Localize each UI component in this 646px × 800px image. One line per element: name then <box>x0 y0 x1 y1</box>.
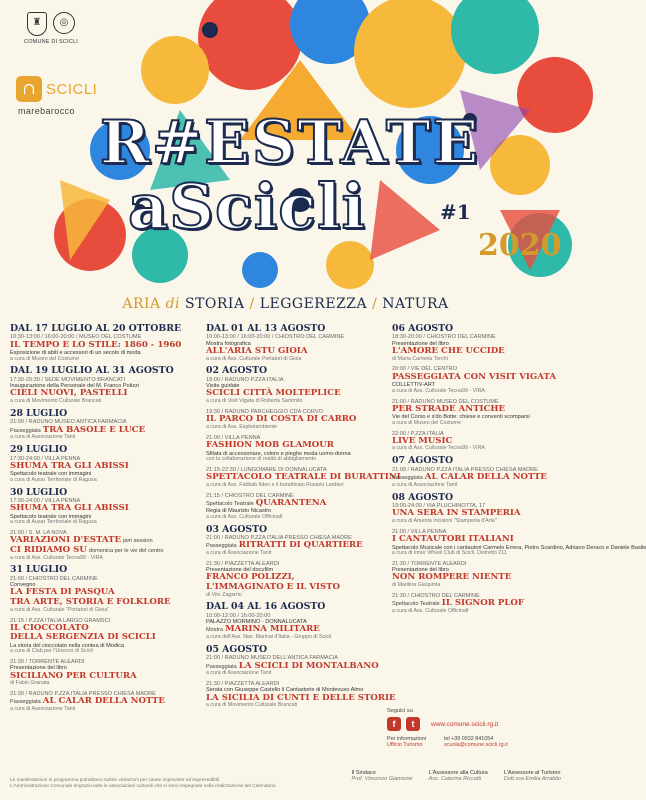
event-type: Mostra <box>206 627 224 634</box>
event-organizer: a cura di Ass. Culturale Tecna99 - VIRA <box>10 554 103 561</box>
event-subtitle: La storia del cioccolato nella contea di Modica <box>10 643 125 650</box>
event-title <box>206 441 386 451</box>
event-date: 31 LUGLIO <box>10 564 68 576</box>
event-title-text: FASHION MOB GLAMOUR <box>206 439 334 450</box>
event-subtitle: Visite guidate <box>206 383 240 390</box>
event-date: DAL 01 AL 13 AGOSTO <box>206 323 326 334</box>
event-block <box>10 445 200 483</box>
event-subtitle: Inaugurazione della Personale del M. Franco Polizzi <box>10 383 140 390</box>
event-title-text: NON ROMPERE NIENTE <box>392 572 512 583</box>
event-date: 06 AGOSTO <box>392 323 454 334</box>
event-subtitle: Serata con Giuseppe Castello il Cantastorie di Montevuso Almo <box>206 687 364 694</box>
signature-mayor-name: Prof. Vincenzo Giannone <box>351 776 413 782</box>
event-time-venue: 21:15 / P.ZZA ITALIA LARGO GRAMSCI <box>10 617 111 624</box>
event-title <box>10 341 200 351</box>
event-organizer: a cura di Associazione Tanit <box>10 706 76 713</box>
event-time-venue: 10:00-13:00 / 16:00-20:00 / CHIOSTRO DEL CARMINE <box>206 334 345 341</box>
event-block <box>10 659 200 687</box>
event-time-venue: 21:00 / VILLA PENNA <box>206 434 261 441</box>
event-block <box>10 488 200 526</box>
event-organizer: a cura dell'Ass. Naz. Marinai d'Italia - Gruppo di Scicli <box>206 634 332 640</box>
event-title-text: FRANCO POLIZZI, <box>206 572 295 583</box>
event-time-venue: 17:30-20:30 / SEDE MOVIMENTO BRANCATI <box>10 376 126 383</box>
event-block <box>206 493 386 521</box>
event-organizer: a cura di Ausar Territoriale di Ragusa <box>10 519 97 526</box>
event-organizer: a cura di Ausar Territoriale di Ragusa <box>10 476 97 483</box>
event-date: 07 AGOSTO <box>392 455 454 467</box>
event-organizer: a cura di Ass. Culturale "Portatori di Gioia" <box>10 606 110 613</box>
event-type: Spettacolo Teatrale <box>206 500 254 507</box>
event-block <box>10 618 200 656</box>
event-title-text: MARINA MILITARE <box>225 624 320 635</box>
event-block <box>392 366 561 394</box>
event-title-text: PASSEGGIATA CON VISIT VIGATA <box>392 371 557 382</box>
festival-title-line1: R#ESTATE <box>100 108 481 178</box>
event-organizer: a cura di Associazione Tanit <box>10 434 76 441</box>
event-block <box>10 366 200 404</box>
event-block <box>392 561 561 589</box>
coat-of-arms-icon: ♜ <box>27 12 47 36</box>
event-title <box>10 462 200 472</box>
event-title-text: CIELI NUOVI, PASTELLI <box>10 388 128 399</box>
event-organizer: a cura di Ass. Culturale Portatori di Gioia <box>206 355 302 362</box>
event-block <box>392 456 561 488</box>
event-title-text: IL PARCO DI COSTA DI CARRO <box>206 414 357 425</box>
event-subtitle: Convegno <box>10 582 36 589</box>
facebook-icon[interactable]: f <box>387 717 401 731</box>
event-time-venue: 20:00 / VIE DEL CENTRO <box>392 366 458 373</box>
theme-leggerezza: LEGGEREZZA <box>259 296 368 312</box>
event-organizer: a cura di Club per l'Unesco di Scicli <box>10 648 93 655</box>
event-organizer: di Fabio Granata <box>10 680 50 687</box>
event-title <box>392 405 561 415</box>
event-subtitle: Sfilata di accessoriare, colore e pieghe moda uomo-donna <box>206 450 351 457</box>
seal-icon: ◎ <box>53 12 75 34</box>
event-time-venue: 21:15-22:30 / LUNGOMARE DI DONNALUCATA <box>206 466 327 473</box>
contact-tel: tel +39 0932 841054 <box>443 736 494 742</box>
event-title-text: TRA BASOLE E LUCE <box>42 424 146 435</box>
event-block <box>392 528 646 557</box>
event-type: Passeggiata <box>392 475 423 481</box>
event-block <box>10 565 200 613</box>
event-block <box>10 324 200 362</box>
event-title <box>392 535 561 545</box>
event-time-venue: 10:00-12:00 / 16:00-20:00 <box>206 612 271 619</box>
theme-sep-2: / <box>372 296 378 312</box>
event-title-text: UNA SERA IN STAMPERIA <box>392 508 521 519</box>
event-organizer: a cura di Associazione Tanit <box>392 481 458 488</box>
event-title-text: QUARANTENA <box>255 497 327 508</box>
event-organizer: a cura di Museo del Costume <box>392 419 461 426</box>
disclaimer-line-1: Le manifestazioni in programma potrebbero subire variazioni per cause impreviste ed imprevedibili. <box>10 778 221 783</box>
event-block <box>206 435 386 463</box>
edition-number: #1 <box>440 200 471 224</box>
event-time-venue: 21:00 / S. M. LA NOVA <box>10 530 67 537</box>
contact-office: Ufficio Turismo <box>387 742 423 748</box>
event-date: DAL 04 AL 16 AGOSTO <box>206 601 326 613</box>
signature-culture-name: Ass. Caterina Riccotti <box>428 776 482 782</box>
event-subtitle: PALAZZO MORMINO - DONNALUCATA <box>206 619 307 626</box>
signatures <box>352 770 561 800</box>
event-subtitle: Spettacolo teatrale con immagini <box>10 513 92 520</box>
event-block <box>206 324 386 362</box>
event-title-text: SHUMA TRA GLI ABISSI <box>10 503 129 514</box>
event-subtitle: Presentazione del libro <box>392 567 449 574</box>
event-block <box>206 645 386 677</box>
event-organizer: di Marilina Giaquinta <box>392 581 441 588</box>
event-organizer: a cura di Visit Vigata di Roberta Sammito <box>206 397 303 404</box>
event-time-venue: 19:00-24:00 / VIA PLUCHINOTTA, 17 <box>392 502 486 509</box>
event-time-venue: 21:00 / RADUNO P.ZZA ITALIA PRESSO CHIESA MADRE <box>392 466 538 473</box>
event-type: Spettacolo Teatrale <box>392 601 440 608</box>
event-block <box>206 409 386 431</box>
event-block <box>206 681 396 709</box>
event-organizer: a cura di Museo del Costume <box>10 355 79 362</box>
event-date: 05 AGOSTO <box>206 643 268 655</box>
scicli-mark-icon: ∩ <box>16 76 42 102</box>
festival-title-line2: aScicli <box>128 170 367 243</box>
event-date: DAL 19 LUGLIO AL 31 AGOSTO <box>10 365 174 377</box>
disclaimer-line-2: L'Amministrazione Comunale ringrazia tutte le associazioni culturali che si sono impegnate nella realizzazione del Calendario. <box>10 784 277 790</box>
event-organizer: a cura di Ass. Culturale Tecna99 - VIRA <box>392 445 485 452</box>
theme-storia: STORIA <box>184 296 245 312</box>
event-time-venue: 21:00 / CHIOSTRO DEL CARMINE <box>10 575 98 582</box>
event-time-venue: 18:00 / RADUNO P.ZZA ITALIA <box>206 376 284 383</box>
event-organizer: a cura di Ass. Culturale Officinalf <box>206 513 283 520</box>
contact-label: Per informazioni <box>387 736 426 742</box>
event-subtitle: Mostra fotografica <box>206 340 251 347</box>
event-title-text: SICILIANO PER CULTURA <box>10 670 137 681</box>
event-title-text: LA SCICLI DI MONTALBANO <box>238 660 379 671</box>
poster-footer <box>10 770 561 800</box>
event-type: Passeggiata <box>10 427 41 434</box>
disclaimer <box>10 770 340 800</box>
event-title-text: IL CIOCCOLATO <box>10 622 89 633</box>
event-date: 08 AGOSTO <box>392 491 454 503</box>
event-title-text: IL SIGNOR PLOF <box>441 598 524 609</box>
event-time-venue: 17:30-24:00 / VILLA PENNA <box>10 455 81 462</box>
theme-natura: NATURA <box>382 296 449 312</box>
theme-di: di <box>165 296 181 312</box>
comune-logo <box>14 12 88 45</box>
event-title-text: IL TEMPO E LO STILE: 1860 - 1960 <box>10 339 182 350</box>
event-title-text: VARIAZIONI D'ESTATE <box>10 535 122 546</box>
event-organizer: a cura di Ass. Fabbab Ilden e il burattinaio Rosario Lardieri <box>206 481 344 488</box>
event-organizer: a cura di Amenta Incisioni "Stamperia d'Arte" <box>392 517 497 524</box>
event-block <box>206 602 386 640</box>
info-block <box>387 700 561 748</box>
event-block <box>206 466 401 489</box>
event-time-venue: 21:00 / RADUNO P.ZZA ITALIA PRESSO CHIESA MADRE <box>206 535 352 541</box>
event-time-venue: 19:30 / RADUNO PARCHEGGIO CDA CORVO <box>206 408 323 415</box>
follow-us-label: Seguici su <box>387 708 413 714</box>
event-title-text: LIVE MUSIC <box>392 435 453 446</box>
event-subtitle: Vie del Corso e s'do Botte: chiese e conventi scomparsi <box>392 414 530 421</box>
event-title-text: ALL'ARIA STU GIOIA <box>206 345 308 356</box>
event-time-venue: 21:30 / RADUNO P.ZZA ITALIA PRESSO CHIESA MADRE <box>10 691 156 698</box>
event-subtitle: COLLETTIV-ART <box>392 382 436 389</box>
event-block <box>206 561 386 599</box>
event-subtitle: Presentazione del libro <box>10 665 67 672</box>
event-block <box>206 525 386 557</box>
event-title-text: SCICLI CITTÀ MOLTEPLICE <box>206 388 341 399</box>
event-title-suffix: domenica per le vie del centro <box>88 547 164 554</box>
event-date: 03 AGOSTO <box>206 523 268 535</box>
event-time-venue: 21:00 / VILLA PENNA <box>392 528 447 535</box>
event-subtitle: Spettacolo teatrale con immagini <box>10 471 92 478</box>
event-title-text: LA FESTA DI PASQUA <box>10 587 115 598</box>
event-block <box>392 399 561 427</box>
signature-tourism <box>504 770 561 800</box>
event-date: DAL 17 LUGLIO AL 20 OTTOBRE <box>10 323 182 334</box>
event-time-venue: 21:00 / RADUNO MUSEO ANTICA FARMACIA <box>10 419 127 426</box>
event-time-venue: 22:00 / P.ZZA ITALIA <box>392 430 444 437</box>
event-time-venue: 21:30 / PIAZZETTA ALEARDI <box>206 681 280 688</box>
event-title <box>10 504 200 514</box>
comune-label: COMUNE DI SCICLI <box>24 39 78 45</box>
event-title-text: SPETTACOLO TEATRALE DI BURATTINI <box>206 472 401 482</box>
event-type: Passeggiata <box>206 663 237 670</box>
event-time-venue: 21:30 / TORRENTE ALEARDI <box>10 659 85 666</box>
event-block <box>10 409 200 441</box>
event-date: 02 AGOSTO <box>206 365 268 377</box>
website-link[interactable]: www.comune.scicli.rg.it <box>431 720 499 728</box>
event-time-venue: 21:00 / RADUNO MUSEO DELL'ANTICA FARMACIA <box>206 655 338 662</box>
marebarocco-label: marebarocco <box>18 106 75 116</box>
event-time-venue: 21:00 / RADUNO MUSEO DEL COSTUME <box>392 398 499 405</box>
event-subtitle: Spettacolo Musicale con i cantautori Carmelo Errera, Pietro Scardino, Adriano Deraco e Daniele Basile <box>392 544 646 551</box>
event-title-text: TRA ARTE, STORIA E FOLKLORE <box>10 596 171 607</box>
event-title-text: SHUMA TRA GLI ABISSI <box>10 460 129 471</box>
theme-tagline <box>0 296 571 312</box>
event-time-venue: 18:30-20:00 / CHIOSTRO DEL CARMINE <box>392 334 496 341</box>
event-time-venue: 21:30 / PIAZZETTA ALEARDI <box>206 560 280 567</box>
event-time-venue: 21:30 / TORRENTE ALEARDI <box>392 560 467 567</box>
event-organizer: di Vito Zagarrio <box>206 591 242 598</box>
theme-sep-1: / <box>249 296 255 312</box>
event-title <box>392 373 561 383</box>
event-subtitle: Esposizione di abiti e accessori di un secolo di moda <box>10 350 141 357</box>
event-title-suffix: jam session <box>123 538 153 545</box>
event-type: Passeggiata <box>10 699 41 706</box>
event-time-venue: 17:30-24:00 / VILLA PENNA <box>10 497 81 504</box>
event-organizer: a cura di Inner Wheel Club di Scicli, Distretto 211 <box>392 549 507 556</box>
event-subtitle: Presentazione del libro <box>392 340 449 347</box>
event-title-text: I CANTAUTORI ITALIANI <box>392 534 514 544</box>
twitter-icon[interactable]: t <box>406 717 420 731</box>
event-organizer: con la collaborazione di realtà di abbigliamento <box>206 455 317 462</box>
event-block <box>392 593 561 615</box>
event-title <box>206 499 386 509</box>
contact-email[interactable]: scuola@comune.scicli.rg.it <box>443 742 508 748</box>
event-title-text: AL CALAR DELLA NOTTE <box>42 696 165 707</box>
event-title-text: RITRATTI DI QUARTIERE <box>238 540 363 551</box>
signature-tourism-role: L'Assessore al Turismo <box>503 770 561 776</box>
event-organizer: di Maria Carmela Torchi <box>392 355 448 362</box>
event-organizer: a cura di Associazione Tanit <box>206 670 272 677</box>
event-type: Passeggiata <box>206 543 237 550</box>
event-title-text: L'IMMAGINATO E IL VISTO <box>206 581 341 592</box>
signature-tourism-name: Dott.ssa Emilia Arrabito <box>503 776 561 782</box>
signature-culture <box>429 770 488 800</box>
signature-mayor-role: Il Sindaco <box>351 770 376 776</box>
signature-mayor <box>352 770 413 800</box>
event-time-venue: 21:15 / CHIOSTRO DEL CARMINE <box>206 492 294 499</box>
event-block <box>10 530 200 561</box>
event-organizer: a cura di Associazione Tanit <box>206 549 272 556</box>
event-date: 30 LUGLIO <box>10 486 68 498</box>
event-title-text: PER STRADE ANTICHE <box>392 403 505 414</box>
event-organizer: a cura di Ass. Culturale Officinalf <box>392 607 469 614</box>
event-title-text: LA SICILIA DI CUNTI E DELLE STORIE <box>206 692 396 703</box>
event-block <box>392 431 561 453</box>
event-organizer: a cura di Ass. Culturale Tecna99 - VIRA <box>392 387 485 394</box>
event-block <box>206 366 386 404</box>
program-column-left <box>10 324 200 770</box>
festival-year: 2020 <box>478 228 562 263</box>
event-subtitle: Presentazione del docufilm <box>206 567 274 574</box>
event-block <box>392 324 561 362</box>
scicli-wordmark: SCICLI <box>46 80 98 98</box>
event-title <box>10 633 200 643</box>
event-time-venue: 10:30-13:00 / 16:00-20:00 / MUSEO DEL COSTUME <box>10 334 142 341</box>
signature-culture-role: L'Assessore alla Cultura <box>428 770 488 776</box>
event-date: 29 LUGLIO <box>10 444 68 456</box>
event-block <box>392 493 561 525</box>
event-organizer: a cura di Movimento Culturale Brancati <box>206 702 298 709</box>
event-title-text: CI RIDIAMO SU <box>10 544 87 555</box>
event-organizer: a cura di Ass. Esploriambiente <box>206 423 278 430</box>
event-title-text: AL CALAR DELLA NOTTE <box>424 472 547 482</box>
event-date: 28 LUGLIO <box>10 407 68 419</box>
event-organizer: a cura di Movimento Culturale Brancati <box>10 397 102 404</box>
event-time-venue: 21:30 / CHIOSTRO DEL CARMINE <box>392 592 480 599</box>
event-block <box>10 691 200 713</box>
theme-aria: ARIA <box>122 296 161 312</box>
scicli-logo <box>16 76 97 102</box>
event-subtitle: Regia di Maurizio Nicastro <box>206 508 272 515</box>
event-title-text: L'AMORE CHE UCCIDE <box>392 345 505 356</box>
event-title-text: DELLA SERGENZIA DI SCICLI <box>10 632 156 643</box>
